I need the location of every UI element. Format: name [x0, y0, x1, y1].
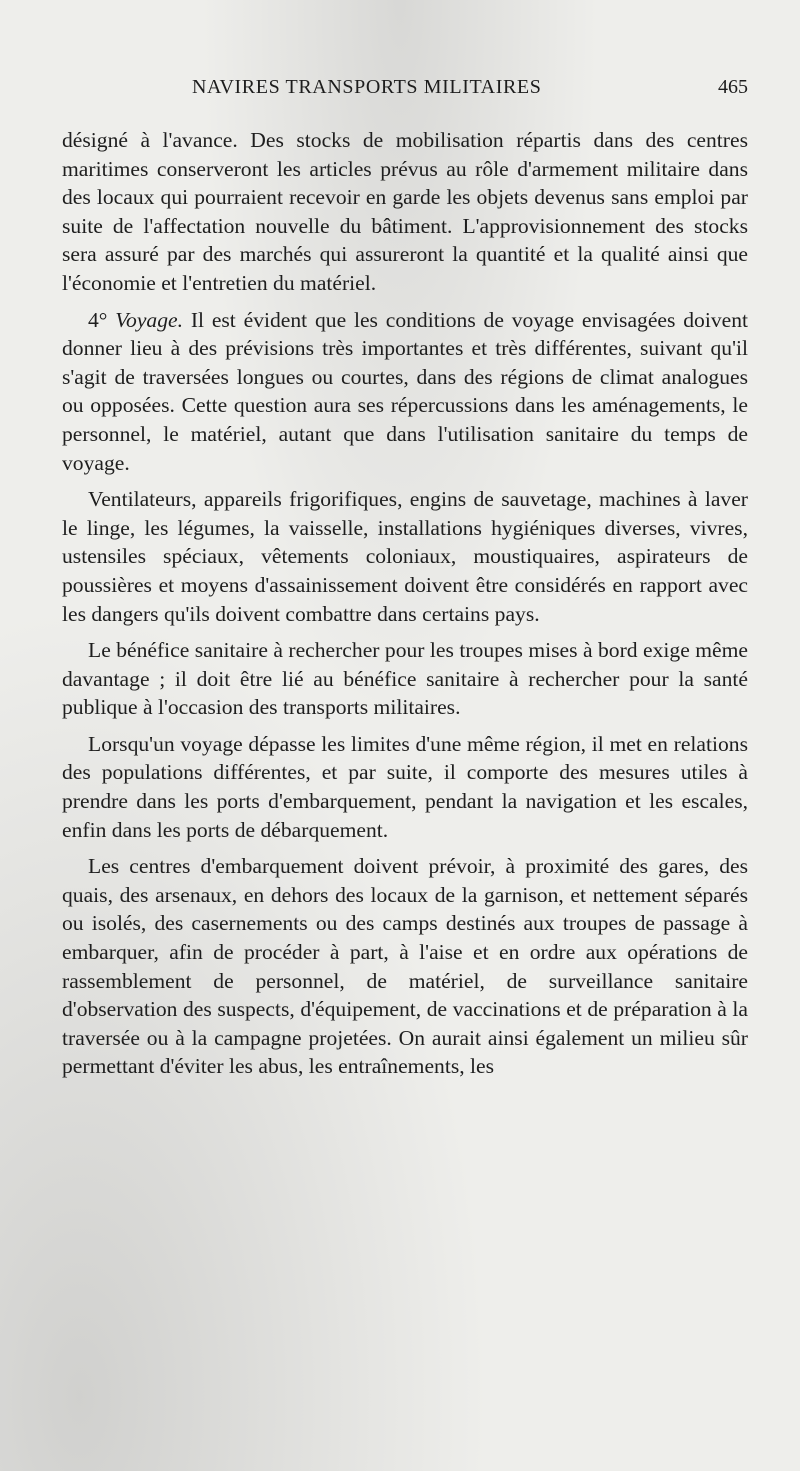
running-title: NAVIRES TRANSPORTS MILITAIRES: [192, 76, 542, 98]
paragraph-3: [62, 485, 748, 628]
body-text: [62, 126, 748, 1089]
paragraph-3-text: Ventilateurs, appareils frigorifiques, engins de sauvetage, machines à laver le linge, les légumes, la vaisselle, installations hygiéniques diverses, vivres, ustensiles spéciaux, vêtements coloniaux, moustiquaires, aspirateurs de poussières et moyens d'assainissement doivent être considérés en rapport avec les dangers qu'ils doivent combattre dans certains pays.: [62, 487, 748, 626]
paragraph-5-text: Lorsqu'un voyage dépasse les limites d'une même région, il met en relations des populations différentes, et par suite, il comporte des mesures utiles à prendre dans les ports d'embarquement, pendant la navigation et les escales, enfin dans les ports de débarquement.: [62, 731, 748, 842]
section-number: 4°: [88, 307, 116, 332]
paragraph-6-text: Les centres d'embarquement doivent prévoir, à proximité des gares, des quais, des arsenaux, en dehors des locaux de la garnison, et nettement séparés ou isolés, des casernements ou des camps destinés aux troupes de passage à embarquer, afin de procéder à part, à l'aise et en ordre aux opérations de rassemblement de personnel, de matériel, de surveillance sanitaire d'observation des suspects, d'équipement, de vaccinations et de préparation à la traversée ou à la campagne projetées. On aurait ainsi également un milieu sûr permettant d'éviter les abus, les entraînements, les: [62, 854, 748, 1079]
paragraph-1: [62, 126, 748, 298]
paragraph-1-text: désigné à l'avance. Des stocks de mobilisation répartis dans des centres maritimes conserveront les articles prévus au rôle d'armement militaire dans des locaux qui pourraient recevoir en garde les objets devenus sans emploi par suite de l'affectation nouvelle du bâtiment. L'approvisionnement des stocks sera assuré par des marchés qui assureront la quantité et la qualité ainsi que l'économie et l'entretien du matériel.: [62, 128, 748, 295]
paragraph-4: [62, 636, 748, 722]
paragraph-2: [62, 306, 748, 478]
running-header: [62, 76, 748, 106]
paragraph-6: [62, 852, 748, 1081]
paragraph-4-text: Le bénéfice sanitaire à rechercher pour les troupes mises à bord exige même davantage ; il doit être lié au bénéfice sanitaire à rechercher pour la santé publique à l'occasion des transports militaires.: [62, 638, 748, 720]
paragraph-5: [62, 730, 748, 844]
page-number: 465: [718, 76, 748, 98]
section-heading: Voyage.: [115, 307, 184, 332]
paragraph-2-text: Il est évident que les conditions de voyage envisagées doivent donner lieu à des prévisions très importantes et très différentes, suivant qu'il s'agit de traversées longues ou courtes, dans des régions de climat analogues ou opposées. Cette question aura ses répercussions dans les aménagements, le personnel, le matériel, autant que dans l'utilisation sanitaire du temps de voyage.: [62, 307, 748, 475]
